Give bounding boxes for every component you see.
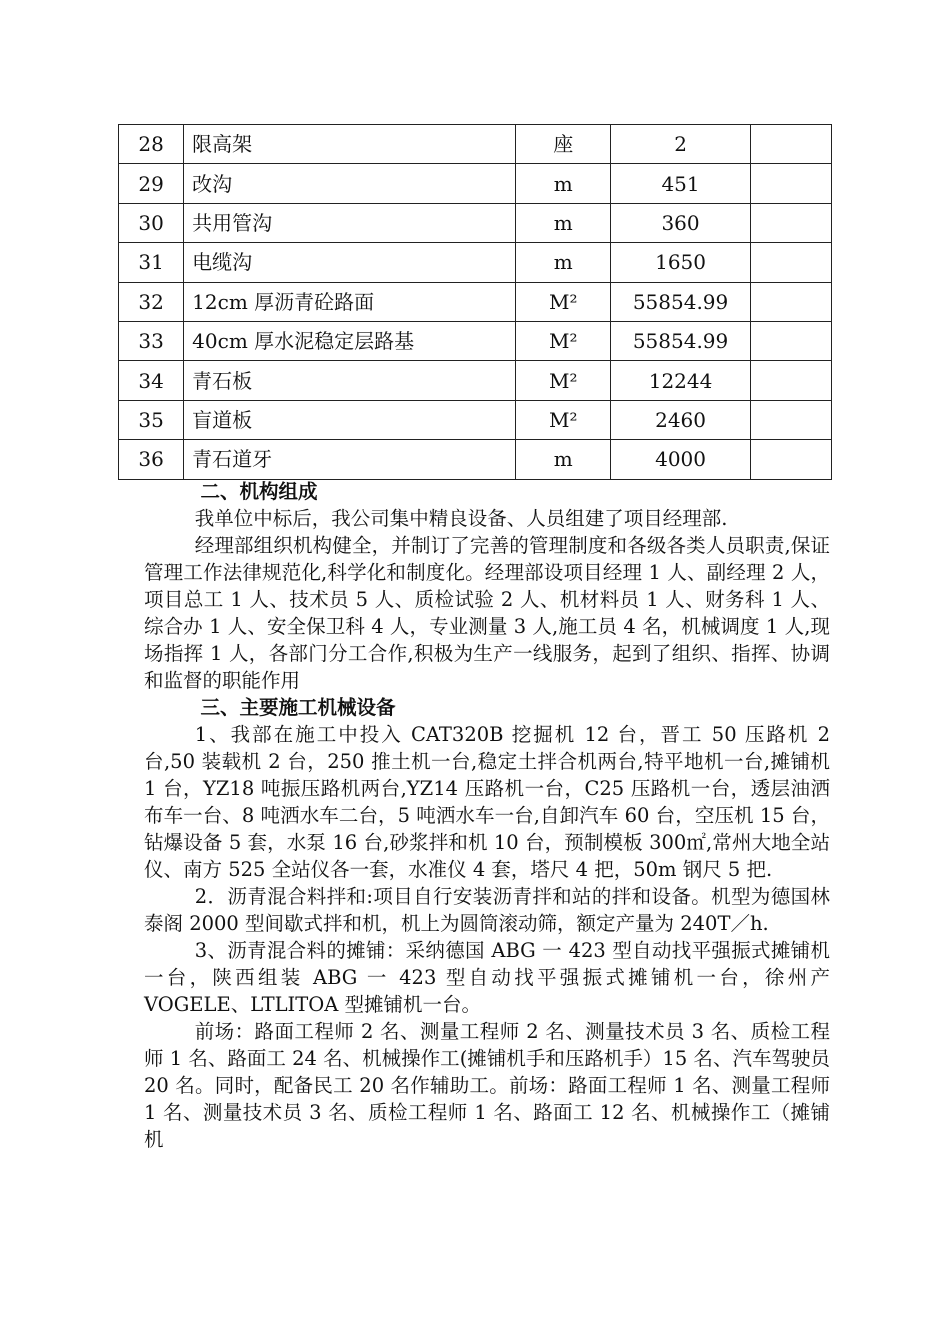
item-unit: M²: [516, 321, 611, 360]
row-number: 29: [119, 164, 184, 203]
paragraph: 前场：路面工程师 2 名、测量工程师 2 名、测量技术员 3 名、质检工程师 1 名、路面工 24 名、机械操作工(摊铺机手和压路机手）15 名、汽车驾驶员 20 名。同时，配备民工 20 名作辅助工。前场：路面工程师 1 名、测量工程师 1 名、测量技术员 3 名、质检工程师 1 名、路面工 12 名、机械操作工（摊铺机: [144, 1020, 830, 1151]
item-unit: m: [516, 164, 611, 203]
item-unit: m: [516, 243, 611, 282]
item-name: 40cm 厚水泥稳定层路基: [184, 321, 516, 360]
item-quantity: 55854.99: [611, 282, 750, 321]
item-quantity: 360: [611, 203, 750, 242]
item-unit: 座: [516, 125, 611, 164]
item-unit: M²: [516, 361, 611, 400]
item-name: 12cm 厚沥青砼路面: [184, 282, 516, 321]
item-quantity: 12244: [611, 361, 750, 400]
row-number: 32: [119, 282, 184, 321]
item-note: [750, 400, 831, 439]
row-number: 30: [119, 203, 184, 242]
item-note: [750, 282, 831, 321]
item-note: [750, 321, 831, 360]
row-number: 28: [119, 125, 184, 164]
item-name: 青石板: [184, 361, 516, 400]
table-row: [119, 125, 832, 164]
item-quantity: 2460: [611, 400, 750, 439]
item-quantity: 2: [611, 125, 750, 164]
section-heading: 三、主要施工机械设备: [200, 696, 396, 719]
item-unit: M²: [516, 282, 611, 321]
table-row: [119, 243, 832, 282]
quantity-table: [118, 124, 832, 480]
row-number: 31: [119, 243, 184, 282]
item-name: 改沟: [184, 164, 516, 203]
item-unit: M²: [516, 400, 611, 439]
row-number: 34: [119, 361, 184, 400]
item-note: [750, 243, 831, 282]
item-name: 青石道牙: [184, 440, 516, 479]
paragraph: 1、我部在施工中投入 CAT320B 挖掘机 12 台，晋工 50 压路机 2 台,50 装载机 2 台，250 推土机一台,稳定土拌合机两台,特平地机一台,摊铺机 1 台，YZ18 吨振压路机两台,YZ14 压路机一台，C25 压路机一台，透层油洒布车一台、8 吨洒水车二台，5 吨洒水车一台,自卸汽车 60 台，空压机 15 台，钻爆设备 5 套，水泵 16 台,砂浆拌和机 10 台，预制模板 300㎡,常州大地全站仪、南方 525 全站仪各一套，水准仪 4 套，塔尺 4 把，50m 钢尺 5 把.: [144, 723, 830, 881]
table-row: [119, 400, 832, 439]
item-name: 电缆沟: [184, 243, 516, 282]
item-name: 共用管沟: [184, 203, 516, 242]
paragraph: 经理部组织机构健全，并制订了完善的管理制度和各级各类人员职责,保证管理工作法律规范化,科学化和制度化。经理部设项目经理 1 人、副经理 2 人，项目总工 1 人、技术员 5 人、质检试验 2 人、机材料员 1 人、财务科 1 人、综合办 1 人、安全保卫科 4 人，专业测量 3 人,施工员 4 名，机械调度 1 人,现场指挥 1 人，各部门分工合作,积极为生产一线服务，起到了组织、指挥、协调和监督的职能作用: [144, 534, 830, 692]
item-name: 盲道板: [184, 400, 516, 439]
item-quantity: 1650: [611, 243, 750, 282]
paragraph: 3、沥青混合料的摊铺：采纳德国 ABG 一 423 型自动找平强振式摊铺机一台，陕西组装 ABG 一 423 型自动找平强振式摊铺机一台，徐州产 VOGELE、LTLITOA 型摊铺机一台。: [144, 939, 830, 1016]
row-number: 36: [119, 440, 184, 479]
item-quantity: 4000: [611, 440, 750, 479]
item-unit: m: [516, 440, 611, 479]
item-quantity: 451: [611, 164, 750, 203]
table-row: [119, 440, 832, 479]
table-row: [119, 282, 832, 321]
row-number: 35: [119, 400, 184, 439]
section-heading: 二、机构组成: [200, 480, 318, 503]
paragraph: 2．沥青混合料拌和:项目自行安装沥青拌和站的拌和设备。机型为德国林泰阁 2000 型间歇式拌和机，机上为圆筒滚动筛，额定产量为 240T／h.: [144, 885, 830, 935]
row-number: 33: [119, 321, 184, 360]
item-name: 限高架: [184, 125, 516, 164]
document-body: [144, 478, 830, 1153]
item-unit: m: [516, 203, 611, 242]
item-note: [750, 203, 831, 242]
table-row: [119, 203, 832, 242]
item-note: [750, 125, 831, 164]
item-note: [750, 164, 831, 203]
table-row: [119, 321, 832, 360]
table-row: [119, 361, 832, 400]
paragraph: 我单位中标后，我公司集中精良设备、人员组建了项目经理部.: [194, 507, 728, 530]
item-quantity: 55854.99: [611, 321, 750, 360]
table-row: [119, 164, 832, 203]
item-note: [750, 440, 831, 479]
item-note: [750, 361, 831, 400]
